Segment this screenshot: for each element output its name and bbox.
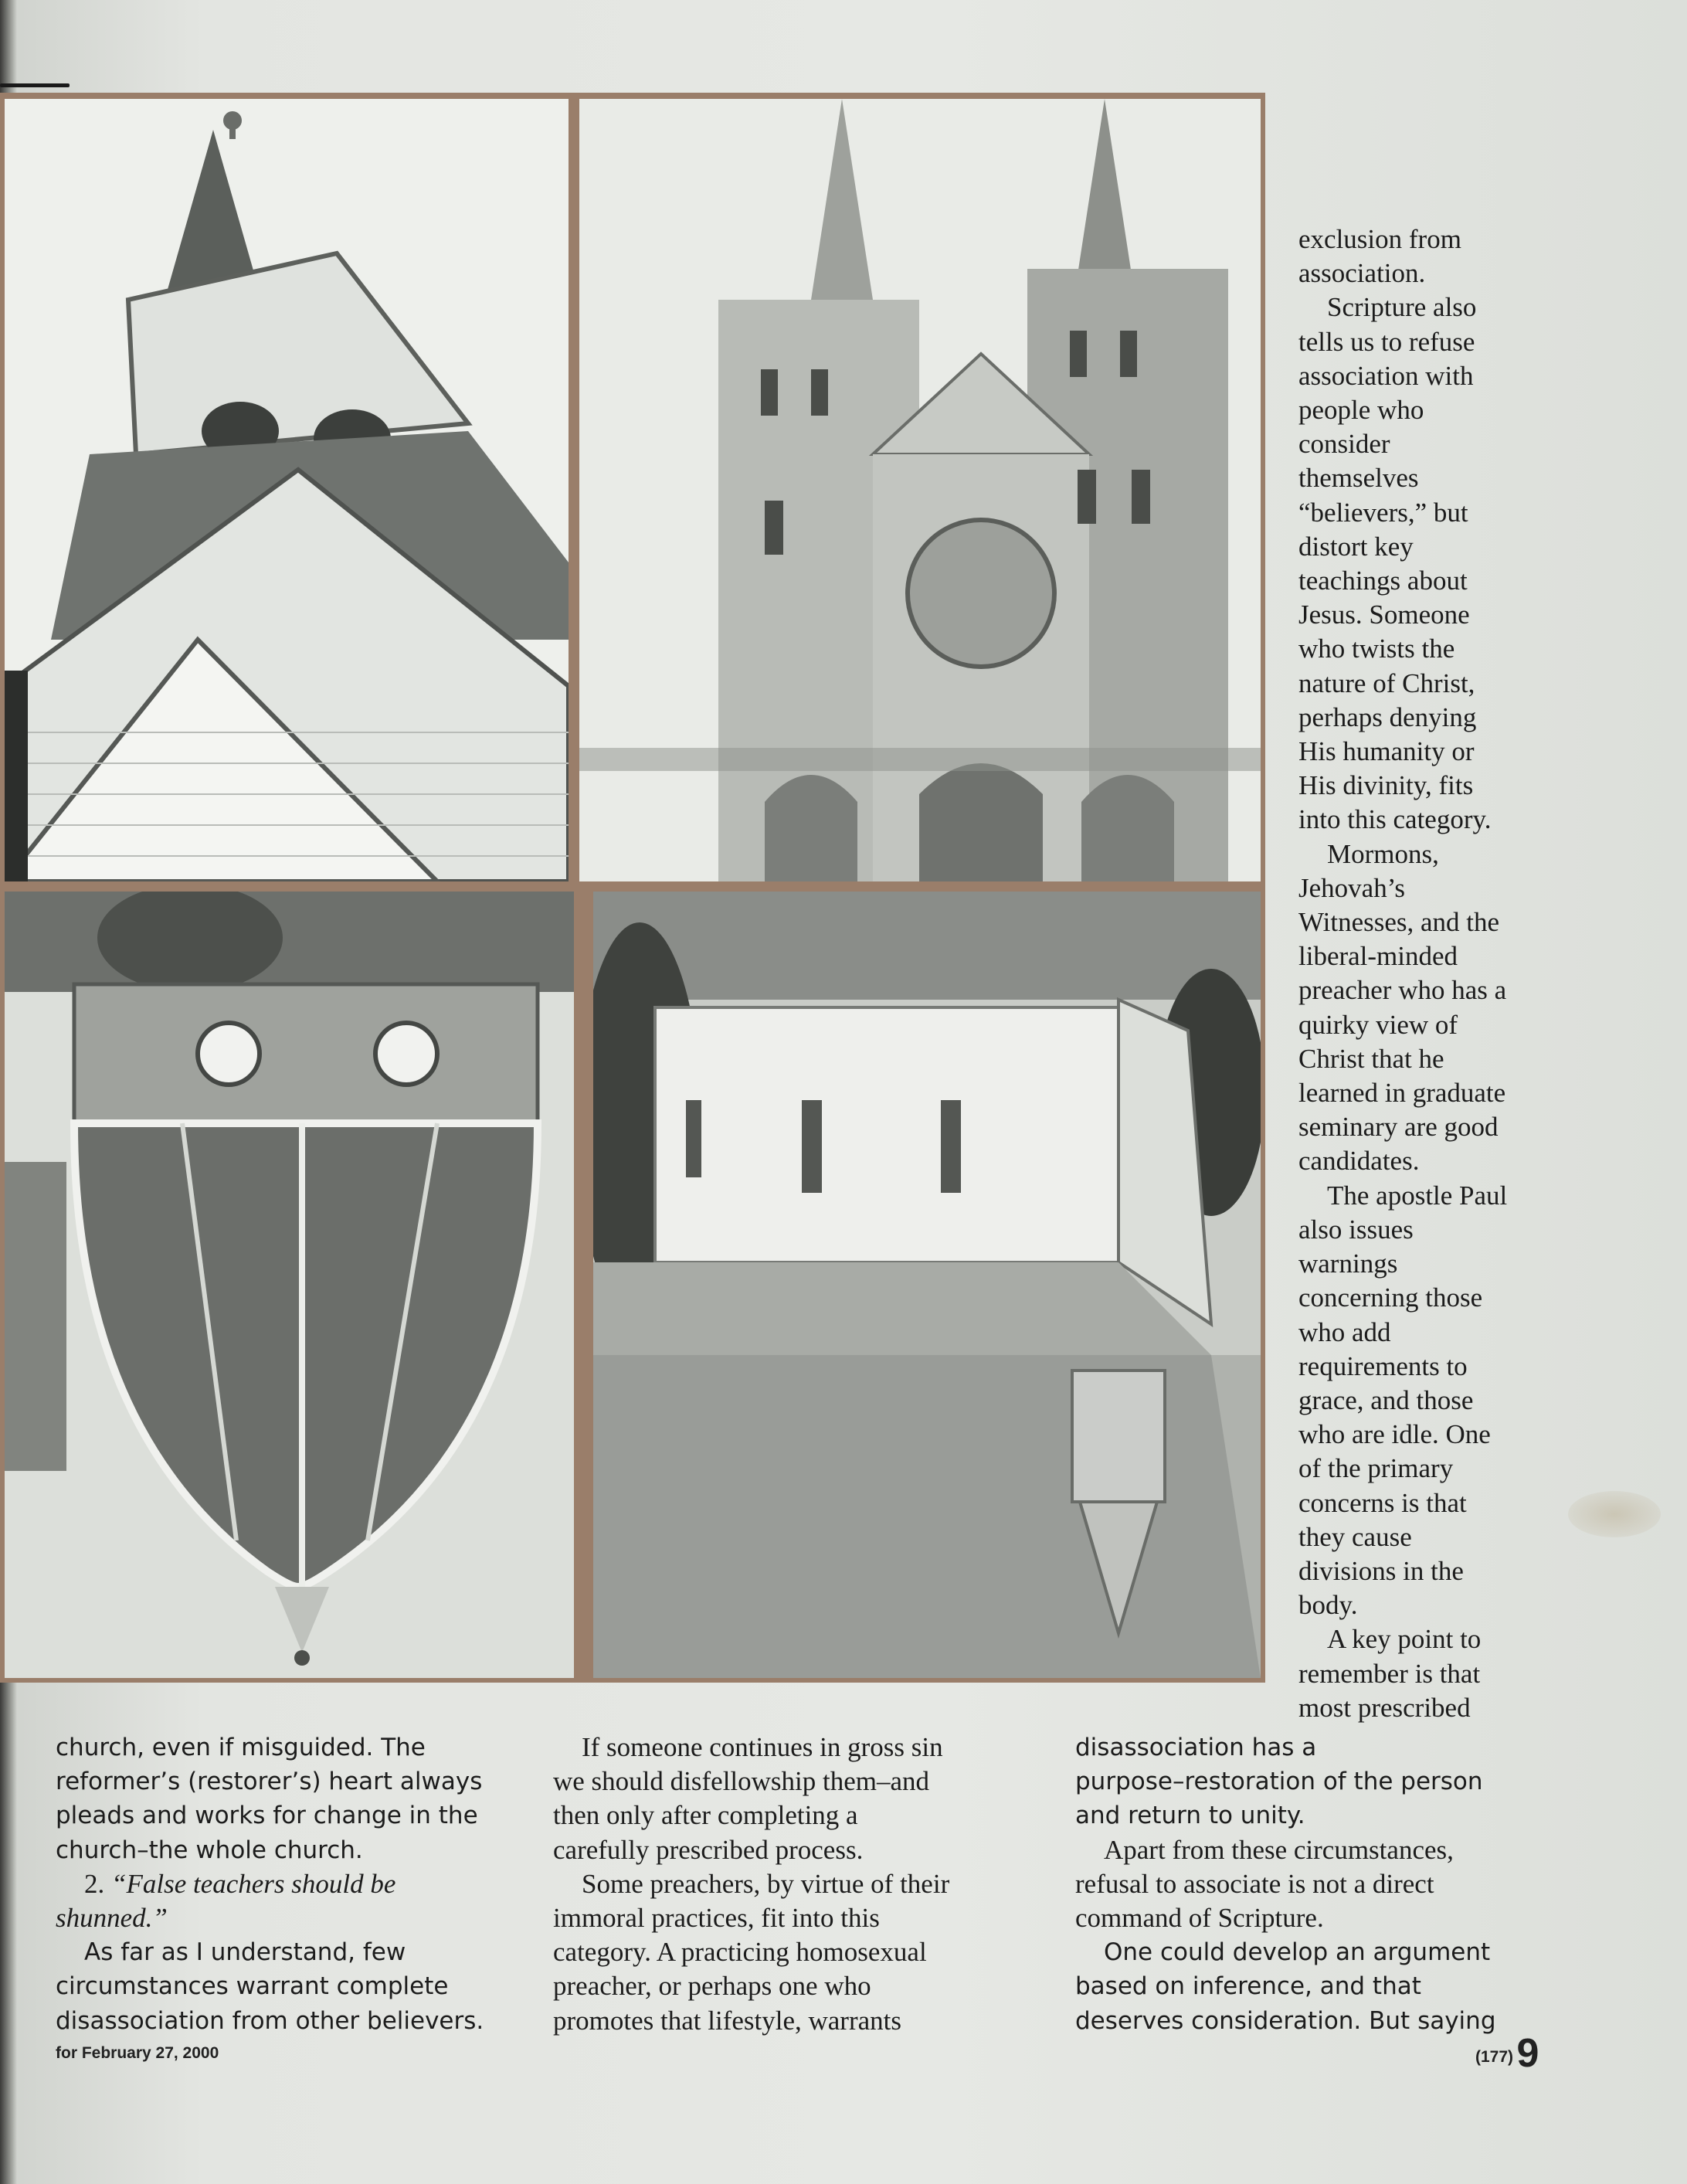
photo-church-steeple bbox=[5, 99, 569, 881]
text-line: concerns is that bbox=[1298, 1487, 1467, 1518]
text-line: Mormons, bbox=[1327, 838, 1439, 869]
text-line: nature of Christ, bbox=[1298, 667, 1475, 698]
photo-grid bbox=[0, 93, 1265, 1683]
text-line: we should disfellowship them–and bbox=[553, 1766, 930, 1797]
text-line: then only after completing a bbox=[553, 1800, 858, 1831]
photo-gothic-cathedral bbox=[579, 99, 1261, 881]
text-line: command of Scripture. bbox=[1075, 1903, 1324, 1934]
text-line: grace, and those bbox=[1298, 1384, 1474, 1415]
text-line: His humanity or bbox=[1298, 736, 1475, 767]
paragraph-reformer bbox=[56, 1731, 484, 1867]
text-line: liberal-minded bbox=[1298, 941, 1458, 972]
text-line: category. A practicing homosexual bbox=[553, 1937, 927, 1968]
text-line: Jesus. Someone bbox=[1298, 599, 1470, 630]
text-line: people who bbox=[1298, 395, 1424, 426]
text-line: association. bbox=[1298, 258, 1426, 289]
text-line: pleads and works for change in the bbox=[56, 1802, 478, 1830]
text-line: remember is that bbox=[1298, 1658, 1481, 1689]
text-line: “believers,” but bbox=[1298, 497, 1468, 528]
photo-duomo-dome bbox=[5, 892, 574, 1678]
text-line: distort key bbox=[1298, 531, 1414, 562]
paragraph-argument bbox=[1075, 1935, 1496, 2038]
text-line: preacher, or perhaps one who bbox=[553, 1971, 871, 2002]
text-line: exclusion from bbox=[1298, 224, 1461, 254]
text-line: Apart from these circumstances, bbox=[1104, 1834, 1454, 1865]
text-line: warnings bbox=[1298, 1248, 1398, 1279]
footer-page-number bbox=[1475, 2030, 1539, 2077]
text-line: association with bbox=[1298, 360, 1474, 391]
paragraph-purpose bbox=[1075, 1731, 1496, 1833]
text-line: concerning those bbox=[1298, 1282, 1483, 1313]
section-heading-false-teachers bbox=[56, 1867, 484, 1935]
text-line: preacher who has a bbox=[1298, 975, 1507, 1006]
text-line: church–the whole church. bbox=[56, 1836, 363, 1864]
text-line: church, even if misguided. The bbox=[56, 1734, 426, 1761]
text-line: refusal to associate is not a direct bbox=[1075, 1868, 1434, 1899]
paragraph-apart bbox=[1075, 1833, 1496, 1936]
text-line: seminary are good bbox=[1298, 1112, 1499, 1143]
heading-text: shunned.” bbox=[56, 1903, 168, 1934]
text-line: immoral practices, fit into this bbox=[553, 1903, 880, 1934]
text-line: If someone continues in gross sin bbox=[582, 1732, 943, 1762]
text-line: One could develop an argument bbox=[1104, 1938, 1491, 1967]
text-line: who are idle. One bbox=[1298, 1419, 1491, 1450]
text-line: His divinity, fits bbox=[1298, 770, 1474, 801]
text-line: promotes that lifestyle, warrants bbox=[553, 2005, 901, 2036]
text-line: deserves consideration. But saying bbox=[1075, 2006, 1496, 2035]
text-line: based on inference, and that bbox=[1075, 1972, 1421, 2001]
text-line: also issues bbox=[1298, 1214, 1414, 1245]
text-line: purpose–restoration of the person bbox=[1075, 1768, 1483, 1796]
top-rule bbox=[0, 83, 70, 87]
text-line: disassociation from other believers. bbox=[56, 2006, 484, 2035]
text-line: divisions in the bbox=[1298, 1555, 1464, 1586]
footer-issue-date: for February 27, 2000 bbox=[56, 2044, 219, 2062]
text-line: Christ that he bbox=[1298, 1043, 1444, 1074]
text-line: tells us to refuse bbox=[1298, 326, 1475, 357]
text-line: teachings about bbox=[1298, 566, 1468, 596]
article-column-right bbox=[1298, 222, 1507, 1725]
text-line: A key point to bbox=[1327, 1624, 1482, 1655]
article-column-3 bbox=[1075, 1731, 1496, 2038]
text-line: Scripture also bbox=[1327, 292, 1477, 323]
paragraph-preachers bbox=[553, 1867, 949, 2038]
text-line: they cause bbox=[1298, 1521, 1412, 1552]
paper-stain bbox=[1568, 1491, 1661, 1537]
photo-chapel-reflection bbox=[593, 892, 1261, 1678]
heading-text: “False teachers should be bbox=[111, 1868, 396, 1899]
text-line: disassociation has a bbox=[1075, 1734, 1317, 1761]
text-line: themselves bbox=[1298, 463, 1419, 494]
text-line: perhaps denying bbox=[1298, 701, 1477, 732]
text-line: learned in graduate bbox=[1298, 1078, 1506, 1109]
text-line: carefully prescribed process. bbox=[553, 1834, 864, 1865]
text-line: who twists the bbox=[1298, 633, 1455, 664]
text-line: of the primary bbox=[1298, 1453, 1454, 1484]
text-line: who add bbox=[1298, 1316, 1391, 1347]
text-line: Some preachers, by virtue of their bbox=[582, 1868, 950, 1899]
text-line: consider bbox=[1298, 429, 1390, 460]
article-column-2 bbox=[553, 1731, 949, 2038]
paragraph-gross-sin bbox=[553, 1731, 949, 1867]
text-line: and return to unity. bbox=[1075, 1802, 1305, 1830]
page-number: 9 bbox=[1516, 2031, 1539, 2076]
paragraph-understand bbox=[56, 1935, 484, 2038]
text-line: Jehovah’s bbox=[1298, 872, 1406, 903]
text-line: quirky view of bbox=[1298, 1009, 1458, 1040]
heading-number: 2. bbox=[84, 1868, 105, 1899]
article-column-1 bbox=[56, 1731, 484, 2038]
text-line: candidates. bbox=[1298, 1146, 1420, 1177]
text-line: into this category. bbox=[1298, 804, 1492, 835]
text-line: body. bbox=[1298, 1590, 1358, 1621]
text-line: The apostle Paul bbox=[1327, 1180, 1508, 1211]
text-line: circumstances warrant complete bbox=[56, 1972, 449, 2001]
text-line: Witnesses, and the bbox=[1298, 907, 1500, 938]
text-line: requirements to bbox=[1298, 1350, 1468, 1381]
text-line: reformer’s (restorer’s) heart always bbox=[56, 1768, 483, 1796]
text-line: most prescribed bbox=[1298, 1692, 1471, 1723]
text-line: As far as I understand, few bbox=[84, 1938, 406, 1967]
page-code: (177) bbox=[1475, 2048, 1514, 2066]
